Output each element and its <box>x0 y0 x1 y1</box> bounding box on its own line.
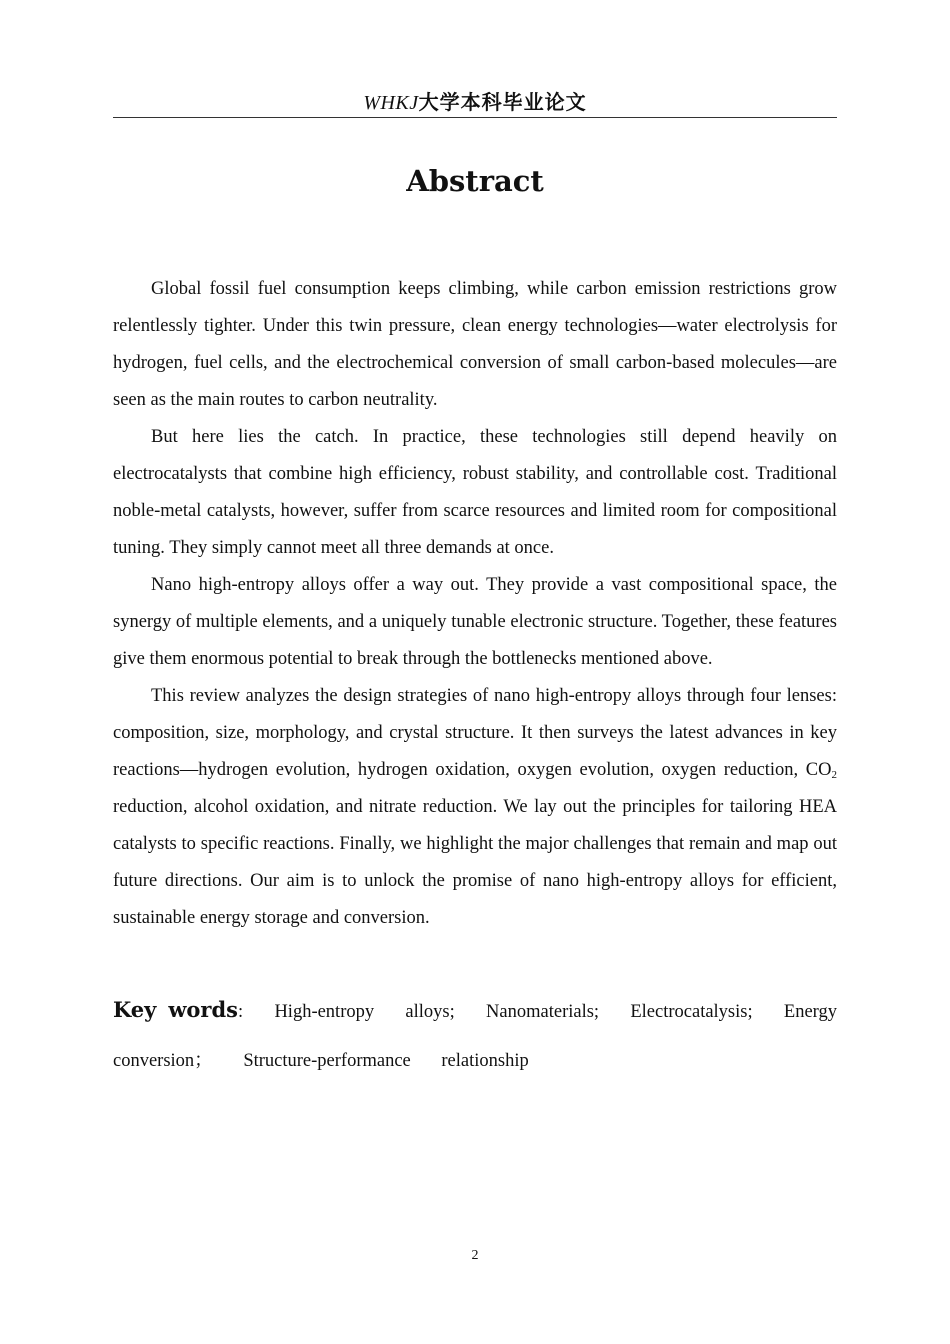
header-institution: WHKJ <box>363 92 419 114</box>
keyword-item: Nanomaterials; <box>486 1002 600 1022</box>
abstract-body <box>113 271 837 937</box>
page-number: 2 <box>471 1248 479 1263</box>
running-header <box>113 88 837 117</box>
paragraph-4-text-a: This review analyzes the design strategies of nano high-entropy alloys through four lenses: composition, size, morphology, and crystal structure. It then surveys the latest advances in key reactions—hydrogen evolution, hydrogen oxidation, oxygen evolution, oxygen reduction, CO <box>113 686 837 780</box>
abstract-paragraph-4 <box>113 678 837 937</box>
header-thesis-type: 大学本科毕业论文 <box>418 90 587 114</box>
abstract-paragraph-3: Nano high-entropy alloys offer a way out. They provide a vast compositional space, the synergy of multiple elements, and a uniquely tunable electronic structure. Together, these features give them enormous potential to break through the bottlenecks mentioned above. <box>113 575 837 669</box>
co2-subscript: 2 <box>831 769 837 781</box>
keywords-colon: : <box>238 1002 244 1022</box>
abstract-paragraph-1: Global fossil fuel consumption keeps climbing, while carbon emission restrictions grow relentlessly tighter. Under this twin pressure, clean energy technologies—water electrolysis for hydrogen, fuel cells, and the electrochemical conversion of small carbon-based molecules—are seen as the main routes to carbon neutrality. <box>113 279 837 410</box>
paragraph-4-text-b: reduction, alcohol oxidation, and nitrate reduction. We lay out the principles for tailoring HEA catalysts to specific reactions. Finally, we highlight the major challenges that remain and map out future directions. Our aim is to unlock the promise of nano high-entropy alloys for efficient, sustainable energy storage and conversion. <box>113 797 837 928</box>
page-title: Abstract <box>406 164 544 198</box>
keywords-label: Key words <box>113 997 238 1022</box>
keywords-block <box>113 985 837 1086</box>
keyword-item: High-entropy alloys; <box>274 1002 455 1022</box>
header-rule <box>113 117 837 118</box>
keyword-item: Energy conversion； <box>113 1002 838 1071</box>
keyword-item: Electrocatalysis; <box>630 1002 753 1022</box>
keyword-item: Structure-performance relationship <box>243 1051 529 1071</box>
abstract-paragraph-2: But here lies the catch. In practice, these technologies still depend heavily on electrocatalysts that combine high efficiency, robust stability, and controllable cost. Traditional noble-metal catalysts, however, suffer from scarce resources and limited room for compositional tuning. They simply cannot meet all three demands at once. <box>113 427 837 558</box>
